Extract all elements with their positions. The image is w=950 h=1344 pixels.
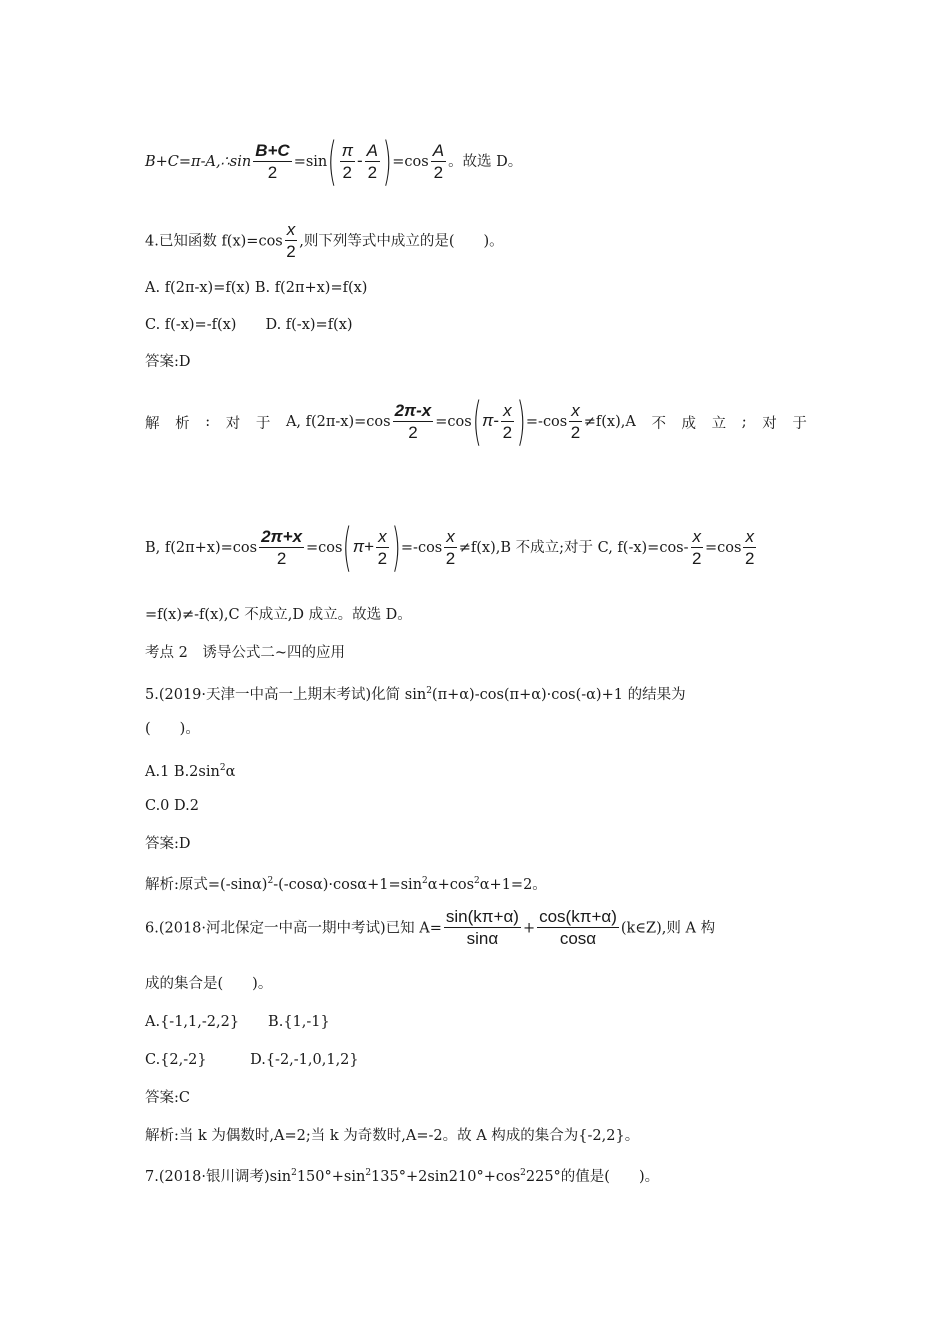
fraction: $\frac{A}{2}$ <box>432 140 445 182</box>
q4-analysis-line-3: =f(x)≠-f(x),C 不成立,D 成立。故选 D。 <box>145 607 412 623</box>
q6-line-2: 成的集合是( )。 <box>145 976 273 992</box>
fraction: $\frac{A}{2}$ <box>366 140 378 182</box>
fraction: $\frac{x}{2}$ <box>502 400 513 442</box>
q5-analysis: 解析:原式$=(-\sin\alpha)^2-(-\cos\alpha)\cdot\cos\alpha+1=\sin^2\alpha+\cos^2\alpha+1=2$。 <box>145 876 547 893</box>
question-4: 4.已知函数 f(x)=cos $\frac{x}{2}$ ,则下列等式中成立的是( )。 <box>145 220 504 261</box>
q4-options-ab: A. f(2π-x)=f(x) B. f(2π+x)=f(x) <box>145 280 368 296</box>
q4-options-cd: C. f(-x)=-f(x) D. f(-x)=f(x) <box>145 317 353 333</box>
fraction: $\frac{\pi}{2}$ <box>341 140 353 182</box>
fraction: $\frac{x}{2}$ <box>377 526 388 568</box>
q6-options-cd: C.{2,-2} D.{-2,-1,0,1,2} <box>145 1052 359 1068</box>
question-5: 5.(2019·天津一中高一上期末考试)化简 $\sin^2(\pi+\alpha)-\cos(\pi+\alpha)\cdot\cos(-\alpha)+1$ 的结果为 <box>145 686 686 703</box>
q5-answer: 答案:D <box>145 836 191 852</box>
q4-analysis-line-2: B, f(2π+x)=cos $\frac{2\pi+x}{2}$ =cos(π+ $\frac{x}{2}$ )=-cos $\frac{x}{2}$ ≠f(x),B 不成立;对于 C, f(-x)=cos- $\frac{x}{2}$ =cos $\frac{x}{2}$ <box>145 518 755 578</box>
q6-analysis: 解析:当 k 为偶数时,A=2;当 k 为奇数时,A=-2。故 A 构成的集合为{-2,2}。 <box>145 1128 640 1144</box>
q6-answer: 答案:C <box>145 1090 190 1106</box>
text: B+C=π-A,∴sin <box>145 154 252 170</box>
q5-options-ab: A.1 $B.2\sin^2\alpha$ <box>145 763 236 780</box>
fraction: $\frac{\cos(k\pi+\alpha)}{\cos\alpha}$ <box>539 907 617 948</box>
fraction: $\frac{2\pi-x}{2}$ <box>394 400 432 442</box>
fraction: $\frac{x}{2}$ <box>692 526 702 568</box>
solution-line-1: B+C=π-A,∴sin $\frac{B+C}{2}$ =sin( $\frac{\pi}{2}$ - $\frac{A}{2}$ )=cos $\frac{A}{2}$ 。故选 D。 <box>145 132 523 192</box>
fraction: $\frac{\sin(k\pi+\alpha)}{\sin\alpha}$ <box>445 907 519 948</box>
section-heading: 考点 2 诱导公式二~四的应用 <box>145 645 345 661</box>
q5-options-cd: C.0 D.2 <box>145 798 199 814</box>
q4-answer: 答案:D <box>145 354 191 370</box>
question-6: 6.(2018·河北保定一中高一期中考试)已知 A= $\frac{\sin(k\pi+\alpha)}{\sin\alpha}$ + $\frac{\cos(k\pi+\alpha)}{\cos\alpha}$ (k∈Z),则 A 构 <box>145 907 716 948</box>
q4-analysis-line-1: 解 析 : 对 于 A, f(2π-x)=cos $\frac{2\pi-x}{2}$ =cos(π- $\frac{x}{2}$ )=-cos $\frac{x}{2}$ ≠f(x),A 不 成 立 ; 对 于 <box>145 392 807 452</box>
question-7: 7.(2018·银川调考)$\sin^2150^\circ+\sin^2135^\circ+2\sin 210^\circ+\cos^2225^\circ$的值是( )。 <box>145 1168 660 1185</box>
fraction: $\frac{x}{2}$ <box>745 526 755 568</box>
fraction: $\frac{B+C}{2}$ <box>255 140 290 182</box>
q6-options-ab: A.{-1,1,-2,2} B.{1,-1} <box>145 1014 330 1030</box>
fraction: $\frac{x}{2}$ <box>286 220 296 261</box>
q5-line-2: ( )。 <box>145 721 200 737</box>
fraction: $\frac{2\pi+x}{2}$ <box>261 526 303 568</box>
fraction: $\frac{x}{2}$ <box>570 400 581 442</box>
fraction: $\frac{x}{2}$ <box>445 526 456 568</box>
